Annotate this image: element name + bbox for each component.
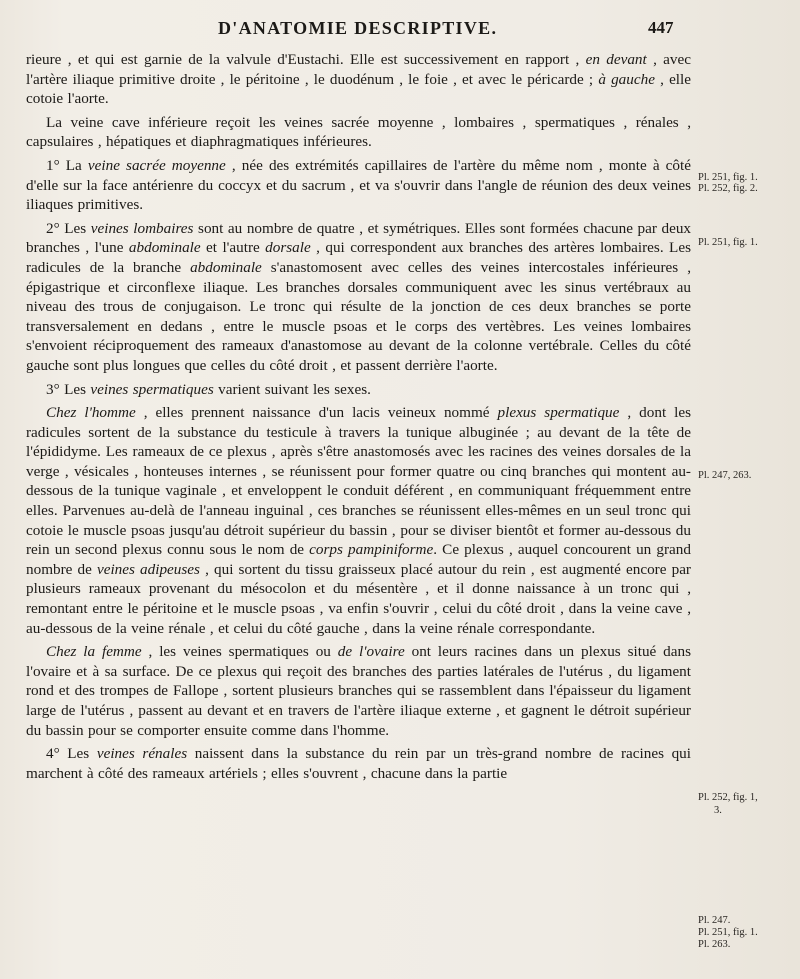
text-body xyxy=(26,50,691,787)
margin-note: Pl. 252, fig. 2. xyxy=(698,183,758,194)
italic-run: veines rénales xyxy=(96,745,188,763)
italic-run: veines lombaires xyxy=(90,219,194,237)
paragraph xyxy=(26,50,691,109)
italic-run: dorsale xyxy=(265,239,311,257)
text-run: , dont les radicules sortent de la substance du testicule à travers la tunique albuginée ; au devant de la tête de l'épididyme. Les rameaux de ce plexus , après s'être anastomosés avec les racines des veines dorsales de la verge , vésicales , honteuses internes , se réunissent pour former quatre ou cinq branches qui montent au-dessous de la tunique vaginale , et enveloppent le conduit déférent , en communiquant fréquemment entre elles. Parvenues au-delà de l'anneau inguinal , ces branches se réunissent elles-mêmes en un seul tronc qui cotoie le muscle psoas jusqu'au détroit supérieur du bassin , pour se diviser bientôt et former au-dessous du rein un second plexus connu sous le nom de xyxy=(26,404,692,559)
margin-note: Pl. 251, fig. 1. xyxy=(698,237,758,248)
text-run: rieure , et qui est garnie de la valvule d'Eustachi. Elle est successivement en rapport , xyxy=(26,51,586,68)
text-run: , née des extrémités capillaires de l'artère du même nom , monte à côté d'elle sur la face antérienre du coccyx et du sacrum , et va s'ouvrir dans l'angle de réunion des deux veines iliaques primitives. xyxy=(26,156,691,214)
italic-run: corps pampiniforme xyxy=(309,541,434,559)
margin-note: Pl. 251, fig. 1. xyxy=(698,172,758,183)
page-header xyxy=(0,18,800,44)
margin-note: Pl. 263. xyxy=(698,939,731,950)
text-run: ont leurs racines dans un plexus situé dans l'ovaire et à sa surface. De ce plexus qui reçoit des branches des parties latérales de l'utérus , du ligament rond et des trompes de Fallope , sortent plusieurs branches qui se rassemblent dans l'épaisseur du ligament large de l'utérus , passent au devant et en travers de l'artère iliaque externe , et gagnent le détroit supérieur du bassin pour se comporter ensuite comme dans l'homme. xyxy=(26,643,692,739)
italic-run: veines spermatiques xyxy=(90,380,214,398)
text-run: 3° Les xyxy=(46,380,91,398)
margin-note: Pl. 251, fig. 1. xyxy=(698,927,758,938)
margin-note: Pl. 252, fig. 1, xyxy=(698,792,758,803)
italic-run: veines adipeuses xyxy=(96,560,200,578)
margin-note: Pl. 247, 263. xyxy=(698,470,752,481)
text-run: , les veines spermatiques ou xyxy=(141,643,338,661)
text-run: 4° Les xyxy=(46,745,97,763)
paragraph xyxy=(26,642,691,740)
italic-run: Chez la femme xyxy=(46,643,142,661)
paragraph xyxy=(26,113,691,152)
italic-run: plexus spermatique xyxy=(497,404,620,422)
margin-note: Pl. 247. xyxy=(698,915,731,926)
paragraph xyxy=(26,156,691,215)
text-run: varient suivant les sexes. xyxy=(213,380,371,398)
italic-run: Chez l'homme xyxy=(46,404,136,422)
text-run: sont au nombre de quatre , et symétriques. Elles sont formées chacune par deux branches , l'une xyxy=(26,219,692,257)
text-run: . Ce plexus , auquel concourent un grand nombre de xyxy=(26,541,691,578)
italic-run: abdominale xyxy=(190,258,262,276)
text-run: , qui sortent du tissu graisseux placé autour du rein , est augmenté encore par plusieurs rameaux provenant du mésocolon et du mésentère , et il donne naissance à un tronc qui , remontant entre le péritoine et le muscle psoas , va enfin s'ouvrir , celui du côté droit , dans la veine cave , au-dessous de la veine rénale , et celui du côté gauche , dans la veine rénale correspondante. xyxy=(26,560,691,637)
italic-run: abdominale xyxy=(128,239,201,257)
paragraph xyxy=(26,219,691,376)
text-run: et l'autre xyxy=(200,239,266,257)
text-run: , avec l'artère iliaque primitive droite , le péritoine , le duodénum , le foie , et avec le péricarde ; xyxy=(26,51,691,88)
text-run: La veine cave inférieure reçoit les veines sacrée moyenne , lombaires , spermatiques , rénales , capsulaires , hépatiques et diaphragmatiques inférieures. xyxy=(26,113,691,151)
text-run: s'anastomosent avec celles des veines intercostales inférieures , épigastrique et circonflexe iliaque. Les branches dorsales communiquent avec les sinus vertébraux au niveau des trous de conjugaison. Le tronc qui résulte de la jonction de ces deux branches se porte transversalement en dedans , entre le muscle psoas et le corps des vertèbres. Les veines lombaires s'envoient réciproquement des rameaux d'anastomose au devant de la colonne vertébrale. Celles du côté gauche sont plus longues que celles du côté droit , et passent derrière l'aorte. xyxy=(26,258,691,374)
paragraph xyxy=(26,403,691,638)
italic-run: veine sacrée moyenne xyxy=(87,156,226,174)
text-run: , elles prennent naissance d'un lacis veineux nommé xyxy=(135,404,498,422)
italic-run: de l'ovaire xyxy=(337,643,405,661)
text-run: 2° Les xyxy=(46,219,91,237)
text-run: , elle cotoie l'aorte. xyxy=(26,70,691,108)
text-run: 1° La xyxy=(46,156,88,174)
paragraph xyxy=(26,744,691,783)
paragraph xyxy=(26,380,691,400)
text-run: , qui correspondent aux branches des artères lombaires. Les radicules de la branche xyxy=(26,239,691,276)
page-number: 447 xyxy=(648,18,674,37)
text-run: naissent dans la substance du rein par un très-grand nombre de racines qui marchent à côté des rameaux artériels ; elles s'ouvrent , chacune dans la partie xyxy=(26,745,691,782)
margin-note: 3. xyxy=(714,805,722,816)
italic-run: en devant xyxy=(585,51,647,68)
running-title: D'ANATOMIE DESCRIPTIVE. xyxy=(218,18,498,38)
italic-run: à gauche xyxy=(598,70,655,88)
